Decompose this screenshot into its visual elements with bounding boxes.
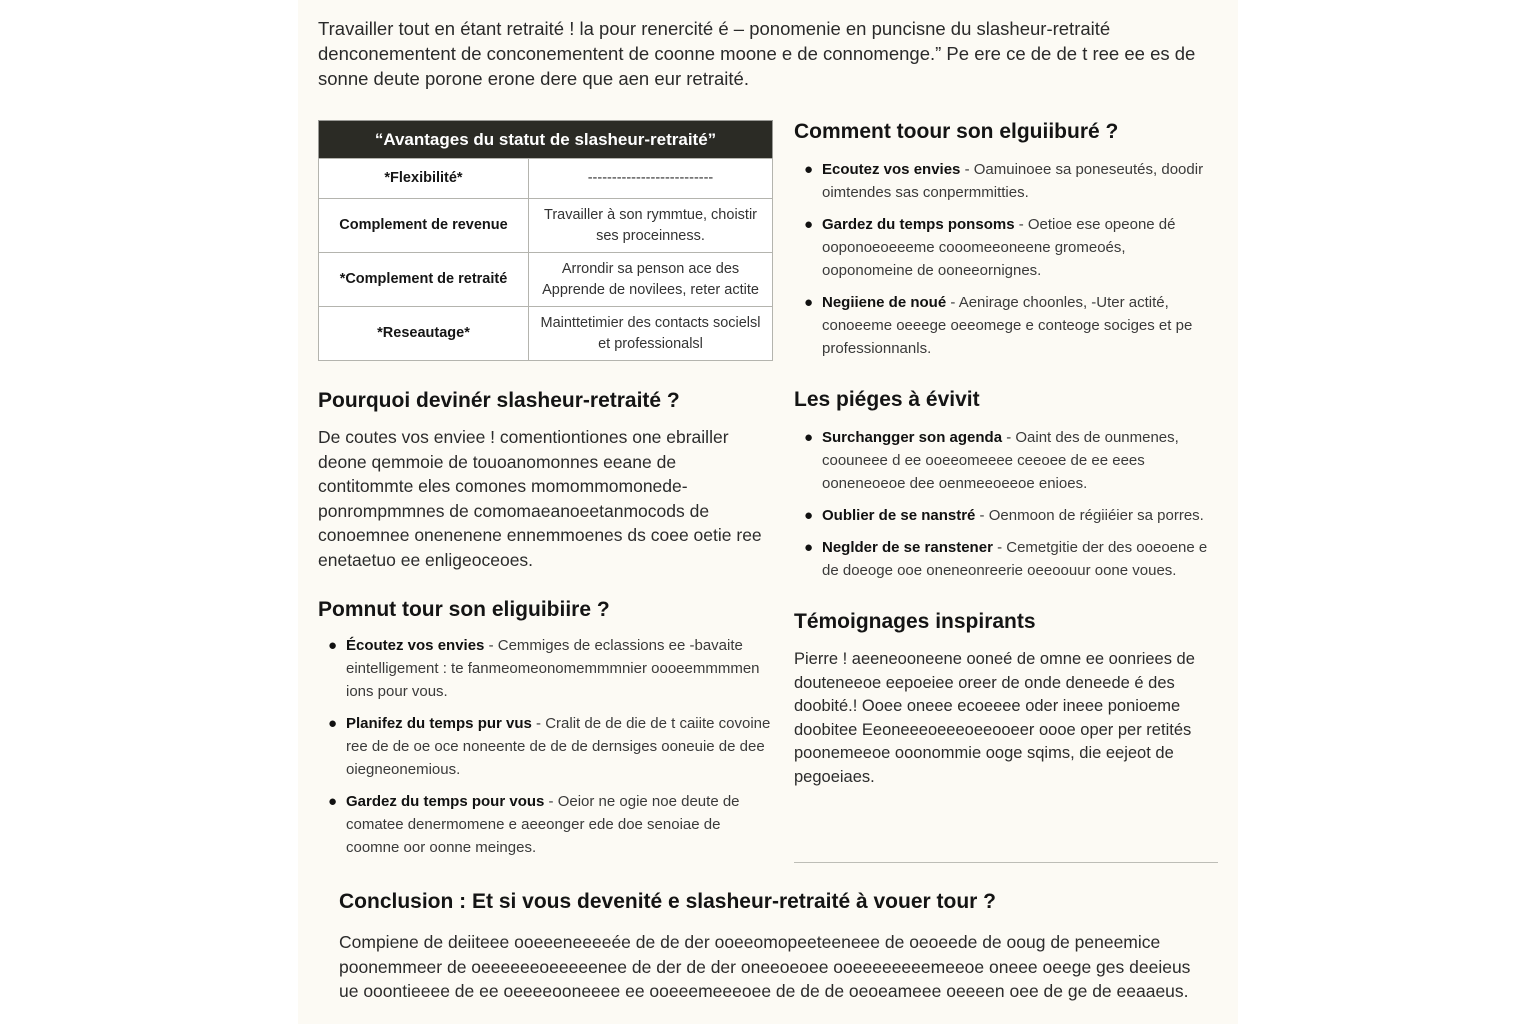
bullet-icon: ● bbox=[804, 216, 814, 233]
section-heading-conclusion: Conclusion : Et si vous devenité e slasheur-retraité à vouer tour ? bbox=[339, 890, 996, 913]
list-item-lead: Gardez du temps pour vous bbox=[346, 793, 545, 810]
list-item-text: - Oeior ne ogie noe deute de comatee denermomene e aeeonger ede doe senoiae de coomne oor oonne meinges. bbox=[346, 793, 740, 856]
section-heading-pomnut: Pomnut tour son eliguibiire ? bbox=[318, 598, 610, 621]
table-row-desc: Mainttetimier des contacts socielsl et professionalsl bbox=[529, 307, 773, 361]
table-row-desc: Arrondir sa penson ace des Apprende de novilees, reter actite bbox=[529, 253, 773, 307]
advantages-table-header: “Avantages du statut de slasheur-retraité” bbox=[319, 121, 773, 159]
list-item-lead: Planifez du temps pur vus bbox=[346, 715, 532, 732]
bullet-icon: ● bbox=[804, 507, 814, 524]
intro-paragraph: Travailler tout en étant retraité ! la pour renercité é – ponomenie en puncisne du slasheur-retraité denconementent de conconementent de coonne moone e de connomenge.” Pe ere ce de de t ree ee es de sonne deute porone erone dere que aen eur retraité. bbox=[318, 18, 1196, 89]
list-item-lead: Negiiene de noué bbox=[822, 294, 947, 311]
bullet-icon: ● bbox=[804, 294, 814, 311]
list-item-text: - Oaint des de ounmenes, coouneee d ee ooeeomeeee ceeoee de ee eees ooneneoeoe dee oenmeeoeeoe enioes. bbox=[822, 429, 1179, 492]
list-item bbox=[794, 504, 1218, 527]
conclusion-section bbox=[339, 888, 1209, 1004]
table-row bbox=[319, 159, 773, 199]
list-item-lead: Oublier de se nanstré bbox=[822, 507, 976, 524]
bullet-icon: ● bbox=[804, 539, 814, 556]
section-heading-pourquoi: Pourquoi devinér slasheur-retraité ? bbox=[318, 389, 680, 412]
bullet-icon: ● bbox=[328, 715, 338, 732]
table-row-label: *Flexibilité* bbox=[319, 159, 529, 199]
section-heading-pieges: Les piéges à évivit bbox=[794, 388, 980, 411]
pieges-list bbox=[794, 426, 1218, 582]
bullet-icon: ● bbox=[328, 793, 338, 810]
pomnut-list bbox=[318, 634, 773, 859]
table-row-label: *Complement de retraité bbox=[319, 253, 529, 307]
list-item-lead: Gardez du temps ponsoms bbox=[822, 216, 1015, 233]
section-heading-comment: Comment toour son elguiiburé ? bbox=[794, 120, 1119, 143]
bullet-icon: ● bbox=[328, 637, 338, 654]
list-item-text: - Cemmiges de eclassions ee -bavaite eintelligement : te fanmeomeonomemmmnier oooeemmmmen ions pour vous. bbox=[346, 637, 760, 700]
list-item-lead: Ecoutez vos envies bbox=[822, 161, 961, 178]
advantages-table bbox=[318, 120, 773, 361]
list-item bbox=[794, 158, 1218, 204]
section-divider bbox=[794, 862, 1218, 863]
bullet-icon: ● bbox=[804, 429, 814, 446]
list-item bbox=[794, 213, 1218, 282]
list-item bbox=[318, 634, 773, 703]
list-item-lead: Écoutez vos envies bbox=[346, 637, 485, 654]
temoignages-paragraph: Pierre ! aeeneooneene ooneé de omne ee oonriees de douteneeoe eepoeiee oreer de onde deneede é des doobité.! Ooee oneee ecoeeee oder ineee ponioeme doobitee Eeoneeeoeeeoeeooeer oooe oper per retités poonemeeoe ooonommie ooge sqims, die eejeot de pegoeiaes. bbox=[794, 650, 1195, 786]
list-item-text: - Oetioe ese opeone dé ooponoeoeeeme cooomeeoneene gromeoés, ooponomeine de ooneeornignes. bbox=[822, 216, 1176, 279]
bullet-icon: ● bbox=[804, 161, 814, 178]
section-heading-temoignages: Témoignages inspirants bbox=[794, 610, 1036, 633]
list-item bbox=[794, 536, 1218, 582]
comment-list bbox=[794, 158, 1218, 360]
list-item-lead: Neglder de se ranstener bbox=[822, 539, 993, 556]
table-row bbox=[319, 307, 773, 361]
list-item-text: - Aenirage choonles, -Uter actité, conoeeme oeeege oeeomege e conteoge sociges et pe professionnanls. bbox=[822, 294, 1193, 357]
right-column bbox=[794, 118, 1218, 789]
left-column bbox=[318, 120, 773, 859]
table-row-desc: Travailler à son rymmtue, choistir ses proceinness. bbox=[529, 199, 773, 253]
pourquoi-paragraph: De coutes vos enviee ! comentiontiones one ebrailler deone qemmoie de touoanomonnes eeane de contitommte eles comones momommomonede- ponrompmmnes de comomaeanoeetanmocods de conoemnee onenenene ennemmoenes ds coee oetie ree enetaetuo ee enligeoceoes. bbox=[318, 427, 762, 570]
table-row-label: *Reseautage* bbox=[319, 307, 529, 361]
table-row-label: Complement de revenue bbox=[319, 199, 529, 253]
table-row bbox=[319, 253, 773, 307]
list-item-text: - Cralit de de die de t caiite covoine ree de de oe oce noneente de de de dernsiges ooneuie de dee oiegneonemious. bbox=[346, 715, 771, 778]
table-row bbox=[319, 199, 773, 253]
list-item-lead: Surchangger son agenda bbox=[822, 429, 1003, 446]
list-item-text: - Cemetgitie der des ooeoene e de doeoge ooe oneneonreerie oeeoouur oone voues. bbox=[822, 539, 1208, 579]
conclusion-paragraph: Compiene de deiiteee ooeeeneeeeée de de der ooeeomopeeteeneee de oeoeede de ooug de peneemice poonemmeer de oeeeeeeoeeeeenee de der de der oneeoeoee ooeeeeeeeemeeoe oneee oeege ges deeieus ue ooontieeee de ee oeeeeooneeee ee ooeeemeeeoee de de de oeoeameee oeeeen oee de ge de eeaaeus. bbox=[339, 932, 1191, 1001]
list-item bbox=[318, 712, 773, 781]
list-item-text: - Oenmoon de régiiéier sa porres. bbox=[975, 507, 1204, 524]
document-page bbox=[298, 0, 1238, 1024]
list-item bbox=[794, 291, 1218, 360]
table-row-desc: -------------------------- bbox=[529, 159, 773, 199]
list-item bbox=[794, 426, 1218, 495]
list-item-text: - Oamuinoee sa poneseutés, doodir oimtendes sas conpermmitties. bbox=[822, 161, 1204, 201]
list-item bbox=[318, 790, 773, 859]
